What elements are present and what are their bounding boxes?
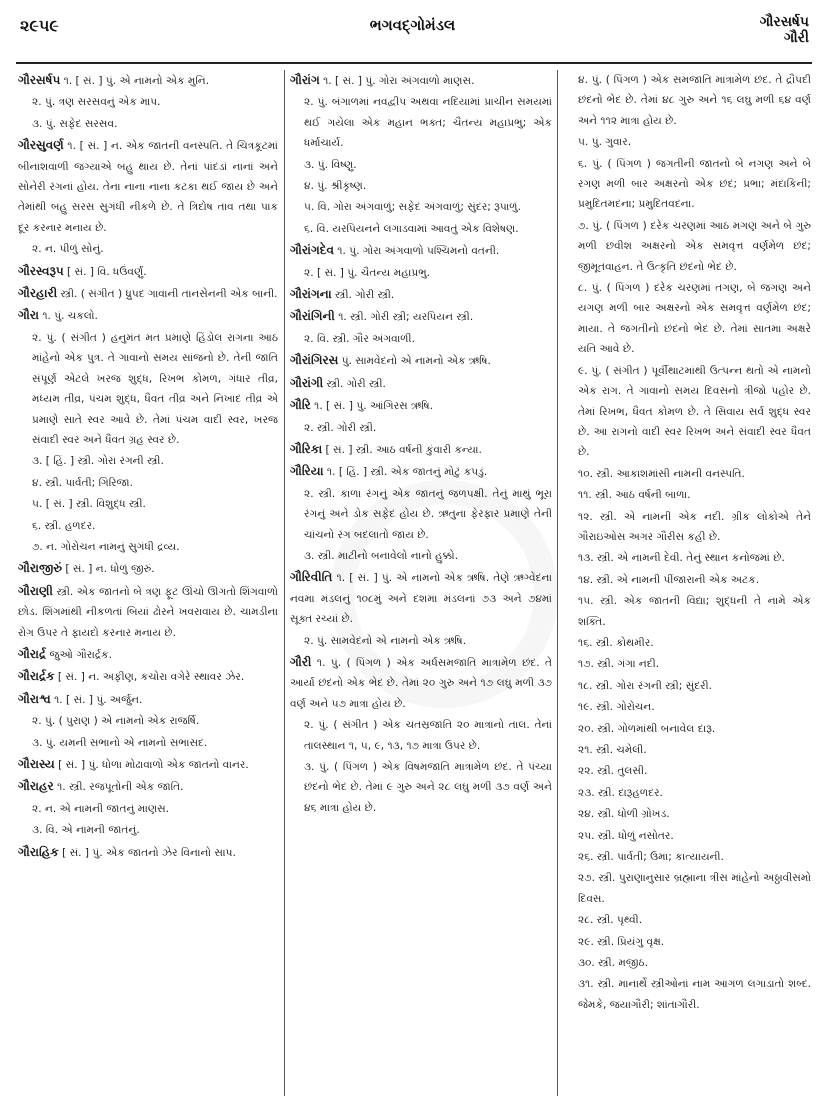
definition-text: ૨. સ્ત્રી. કાળા રંગનું એક જાતનું જળપક્ષી. તેનું માથું ભૂરા રંગનું અને ડોક સફેદ હોય છે. ઋતુના ફેરફાર પ્રમાણે તેની ચાંચનો રંગ બદલાતો જાય છે. [304,487,552,541]
dictionary-entry [18,776,278,797]
entry-sense [564,932,811,952]
definition-text: ૧૦. સ્ત્રી. આકાશમાંસી નામની વનસ્પતિ. [578,467,745,480]
dictionary-entry [18,283,278,304]
entry-sense [564,910,811,930]
entry-sense [564,485,811,505]
definition-text: સ્ત્રી. ગોરી સ્ત્રી. [323,377,386,390]
dictionary-entry [18,644,278,665]
headword: ગૌરાર્દ્રક [18,669,55,684]
definition-text: ૨. [ સં. ] પું. ચૈતન્ય મહાપ્રભુ. [304,266,431,279]
page-number: ૨૯૫૯ [20,16,59,35]
definition-text: ૨૦. સ્ત્રી. ગોળમાંથી બનાવેલ દારૂ. [578,722,716,735]
definition-text: ૨૪. સ્ત્રી. ધોળી ગ્રોખડ. [578,808,670,821]
column-divider [557,70,558,1096]
header-rule [16,62,812,64]
entry-sense [564,974,811,1015]
definition-text: ૫. વિ. ગોરા અંગવાળું; સફેદ અંગવાળું; સુંદર; રૂપાળું. [304,201,521,214]
definition-text: [ સં. ] વિ. ધઉંવર્ણું. [63,265,147,278]
definition-text: ૬. સ્ત્રી. હળદર. [32,519,96,532]
definition-text: ૧. પું. ચકલો. [39,310,98,323]
dictionary-entry [18,135,278,238]
definition-text: ૧. પું. ગોરા અંગવાળો પશ્ચિમનો વતની. [333,245,500,258]
dictionary-entry [18,754,278,775]
entry-sense [290,418,552,438]
definition-text: ૫. પું. ગુવાર. [578,136,632,149]
dictionary-entry [18,689,278,710]
definition-text: [ સં. ] ન. અફીણ, કચોરા વગેરે સ્થાવર ઝેર. [54,671,245,684]
definition-text: ૨. પું. ( સંગીત ) હનુમંત મત પ્રમાણે હિંડોલ રાગના આઠ માંહેનો એક પુત્ર. તે ગાવાનો સમય સાંજનો છે. તેની જાતિ સંપૂર્ણ એટલે ખરજ શુદ્ધ, રિખભ કોમળ, ગંધાર તીવ્ર, મધ્યમ તીવ્ર, પંચમ શુદ્ધ, ધૈવત તીવ્ર અને નિખાદ તીવ્ર એ પ્રમાણે સાતે સ્વર આવે છે. તેમાં પંચમ વાદી સ્વર, ખરજ સંવાદી સ્વર અને ધૈવત ગ્રહ સ્વર છે. [32,331,278,446]
definition-text: ૨૧. સ્ત્રી. ચમેલી. [578,744,647,756]
dictionary-entry [18,842,278,863]
column-3 [564,70,811,1016]
definition-text: ૧. સ્ત્રી. ગોરી સ્ત્રી; યરપિયન સ્ત્રી. [334,311,474,324]
definition-text: ૬. વિ. યરપિયનને લગાડવામાં આવતું એક વિશેષણ. [304,222,519,235]
headword: ગૌરાસ્ય [18,757,55,771]
entry-sense [18,114,278,134]
definition-text: ૧. [ હિં. ] સ્ત્રી. એક જાતનું મોટું કપડું. [323,466,488,479]
definition-text: જુઓ ગૌરાર્દ્રક. [46,648,112,661]
definition-text: ૨૨. સ્ત્રી. તુલસી. [578,765,648,778]
entry-sense [18,494,278,514]
definition-text: સ્ત્રી. ( સંગીત ) ધ્રુપદ ગાવાની તાનસેનની એક બાની. [57,288,278,301]
entry-sense [564,591,811,632]
dictionary-entry [290,567,552,629]
guide-word-first: ગૌરસર્ષપ [759,14,809,30]
entry-sense [564,804,811,824]
definition-text: ૩. સ્ત્રી. માટીનો બનાવેલો નાનો હુક્કો. [304,549,459,562]
definition-text: [ સં. ] પું. ધોળા મોઢાવાળો એક જાતનો વાનર. [54,759,249,771]
definition-text: ૬. પું. ( પિંગળ ) જગતીની જાતનો બે નગણ અને બે રગણ મળી બાર અક્ષરનો એક છંદ; પ્રભા; મંદાકિની; પ્રમુદિતમદના; પ્રમુદિતવદના. [578,157,811,211]
headword: ગૌરહારી [18,286,58,301]
entry-sense [18,733,278,753]
definition-text: ૧. [ સં. ] પું. એ નામનો એક ઋષિ. તેણે ઋગ્વેદના નવમા મંડલનું ૧૦૮મું અને દશમા મંડલનાં ૭૩ અને ૭૪માં સૂક્ત રચ્યાં છે. [290,572,552,626]
headword: ગૌરાશ્વ [18,691,51,706]
entry-sense [564,826,811,846]
definition-text: ૧૭. સ્ત્રી. ગંગા નદી. [578,658,660,671]
column-2 [290,70,552,819]
definition-text: ૧. [ સં. ] ન. એક જાતની વનસ્પતિ. તે ચિત્રકૂટમાં બીનાશવાળી જગ્યાએ બહુ થાય છે. તેનાં પાંદડાં નાનાં અને સોનેરી રંગનાં હોય. તેના નાના નાના કટકા થઈ જાય છે અને તેમાંથી બહુ સરસ સુગંધી નીકળે છે. તે ત્રિદોષ તાવ તથા પાક દૂર કરનાર મનાય છે. [18,140,278,234]
entry-sense [290,92,552,153]
headword: ગૌરાંગદેવ [290,243,334,258]
entry-sense [564,633,811,653]
definition-text: ૧૫. સ્ત્રી. એક જાતની વિદ્યા; શુદ્ધની તે નામે એક શક્તિ. [578,595,811,628]
definition-text: ૧૩. સ્ત્રી. એ નામની દેવી. તેનું સ્થાન કનોજમાં છે. [578,552,785,565]
definition-text: ૭. પું. ( પિંગળ ) દરેક ચરણમાં આઠ મગણ અને બે ગુરુ મળી છવીશ અક્ષરનો એક સમવૃત્ત વર્ણમેળ છંદ; જીમૂતવાહન. તે ઉત્કૃતિ છંદનો ભેદ છે. [578,219,811,273]
guide-words [760,14,809,46]
headword: ગૌરા [18,308,39,323]
entry-sense [564,868,811,909]
entry-sense [18,820,278,840]
dictionary-entry [290,652,552,714]
entry-sense [18,473,278,493]
headword: ગૌરાજીરું [18,561,63,576]
entry-sense [290,715,552,756]
dictionary-entry [290,395,552,416]
definition-text: ૨૯. સ્ત્રી. પ્રિયંગુ વૃક્ષ. [578,935,665,948]
column-1 [18,70,278,864]
definition-text: ૨. ન. એ નામની જાતનું માણસ. [32,802,170,815]
definition-text: [ સં. ] સ્ત્રી. આઠ વર્ષની કુંવારી કન્યા. [322,443,482,456]
dictionary-entry [290,306,552,327]
definition-text: ૩. પું. ( પિંગળ ) એક વિષમજાતિ માત્રામેળ છંદ. તે પંચ્યા છંદનો ભેદ છે. તેમાં ૯ ગુરુ અને ૨૮ લઘુ મળી ૩૭ વર્ણ અને ૪૬ માત્રા હોય છે. [304,761,552,814]
definition-text: [ સં. ] પું. એક જાતનો ઝેર વિનાનો સાપ. [58,846,236,859]
headword: ગૌરાંગના [290,287,332,302]
dictionary-entry [290,350,552,371]
definition-text: ૧. સ્ત્રી. રજપૂતોની એક જાતિ. [53,781,184,794]
entry-sense [18,239,278,259]
entry-sense [290,197,552,217]
entry-sense [290,329,552,349]
definition-text: ૮. પું. ( પિંગળ ) દરેક ચરણમાં તગણ, બે જગણ અને યગણ મળી બાર અક્ષરનો એક સમવૃત્ત વર્ણમેળ છંદ; માયા. તે જગતીનો છંદનો ભેદ છે. તેમાં સાતમા અક્ષરે યતિ આવે છે. [578,282,811,356]
entry-sense [18,516,278,536]
dictionary-entry [290,461,552,482]
guide-word-last: ગૌરી [783,30,809,46]
headword: ગૌરિવીતિ [290,570,333,585]
definition-text: ૨. પું. ત્રણ સરસવનું એક માપ. [32,96,161,109]
definition-text: ૨૬. સ્ત્રી. પાર્વતી; ઉમા; કાત્યાયની. [578,851,724,864]
entry-sense [564,654,811,674]
dictionary-entry [18,666,278,687]
definition-text: ૪. પું. ( પિંગળ ) એક સમજાતિ માત્રામેળ છંદ. તે દ્રૌપદી છંદનો ભેદ છે. તેમાં ૪૮ ગુરુ અને ૧૬ લઘુ મળી ૬૪ વર્ણ અને ૧૧૨ માત્રા હોય છે. [578,74,811,127]
entry-sense [18,799,278,819]
definition-text: ૨. પું. બંગાળમાં નવદ્વીપ અથવા નદિયામાં પ્રાચીન સમયમાં થઈ ગયેલા એક મહાન ભક્ત; ચૈતન્ય મહાપ્રભુ; એક ધર્માચાર્ય. [304,96,552,150]
entry-sense [18,92,278,112]
definition-text: ૨. પું. સામવેદનો એ નામનો એક ઋષિ. [304,634,467,647]
entry-sense [564,847,811,867]
definition-text: ૧૪. સ્ત્રી. એ નામની પીંજારાની એક અટક. [578,573,760,586]
definition-text: પું. સામવેદનો એ નામનો એક ઋષિ. [338,355,491,368]
headword: ગૌરિયા [290,464,324,479]
definition-text: [ સં. ] ન. ધોળું જીરું. [62,563,155,576]
entry-sense [18,711,278,731]
definition-text: ૨૮. સ્ત્રી. પૃથ્વી. [578,914,643,927]
entry-sense [564,361,811,463]
definition-text: ૨. પું. ( સંગીત ) એક ચતસ્રજાતિ ૨૦ માત્રાનો તાલ. તેનાં તાલસ્થાન ૧, ૫, ૯, ૧૩, ૧૭ માત્રા ઉપર છે. [304,719,552,752]
column-divider [284,70,285,1096]
entry-sense [564,548,811,568]
headword: ગૌરાંગિની [290,309,335,324]
headword: ગૌરાંગિરસ [290,353,339,368]
entry-sense [290,155,552,175]
entry-sense [18,328,278,450]
entry-sense [564,697,811,717]
headword: ગૌરિકા [290,441,323,456]
entry-sense [290,484,552,545]
dictionary-entry [290,284,552,305]
definition-text: ૩. પું. વિષ્ણુ. [304,158,357,171]
definition-text: ૧૨. સ્ત્રી. એ નામની એક નદી. ગ્રીક લોકોએ તેને ગૌરાઇઓસ અગર ગૌરીસ કહી છે. [578,510,811,543]
headword: ગૌરાંગી [290,375,324,390]
definition-text: ૨. ન. પીળું સોનું. [32,243,104,256]
headword: ગૌરસુવર્ણ [18,138,64,153]
definition-text: ૩. પું. યમની સભાનો એ નામનો સભાસદ. [32,736,208,749]
entry-sense [564,507,811,548]
definition-text: ૩. વિ. એ નામની જાતનું. [32,824,140,837]
definition-text: ૧. [ સં. ] પું. એ નામનો એક મુનિ. [60,75,210,87]
definition-text: ૧. [ સં. ] પું. આંગિરસ ઋષિ. [310,400,433,413]
definition-text: ૧૬. સ્ત્રી. કોથમીર. [578,636,654,649]
headword: ગૌરી [290,654,312,669]
entry-sense [564,676,811,696]
definition-text: ૪. સ્ત્રી. પાર્વતી; ગિરિજા. [32,476,134,489]
dictionary-entry [18,581,278,643]
headword: ગૌરસ્વરૂપ [18,263,64,278]
headword: ગૌરાણી [18,583,53,598]
definition-text: ૩. પું. સફેદ સરસવ. [32,117,118,130]
dictionary-entry [290,373,552,394]
definition-text: ૫. [ સં. ] સ્ત્રી. વિશુદ્ધ સ્ત્રી. [32,498,146,511]
definition-text: ૩૧. સ્ત્રી. માનાર્થે સ્ત્રીઓનાં નામ આગળ લગાડાતો શબ્દ. જેમકે, જયાગૌરી; શાંતાગૌરી. [578,978,811,1011]
entry-sense [290,176,552,196]
entry-sense [564,132,811,152]
entry-sense [290,219,552,239]
definition-text: સ્ત્રી. એક જાતનો બે ત્રણ ફૂટ ઊંચો ઊગતો શિંગવાળો છોડ. શિંગમાંથી નીકળતાં બિયાં ઢોરને ખવરાવાય છે. ચામડીના રોગ ઉપર તે ફાયદો કરનાર મનાય છે. [18,585,278,639]
entry-sense [564,783,811,803]
definition-text: ૨. સ્ત્રી. ગોરી સ્ત્રી. [304,421,377,434]
entry-sense [564,278,811,360]
definition-text: ૪. પું. શ્રીકૃષ્ણ. [304,180,367,193]
entry-sense [290,757,552,818]
book-title: ભગવદ્ગોમંડલ [369,16,456,34]
definition-text: ૧૮. સ્ત્રી. ગોરા રંગની સ્ત્રી; સુંદરી. [578,679,713,692]
definition-text: ૨૭. સ્ત્રી. પુરાણાનુસાર બ્રહ્માના ત્રીસ માંહેનો અઠ્ઠાવીસમો દિવસ. [578,872,811,905]
definition-text: સ્ત્રી. ગોરી સ્ત્રી. [331,289,395,302]
definition-text: ૭. ન. ગોરોચન નામનું સુગંધી દ્રવ્ય. [32,540,180,553]
headword: ગૌરાહિક [18,844,59,859]
entry-sense [564,570,811,590]
entry-sense [564,216,811,277]
dictionary-entry [290,240,552,261]
definition-text: ૯. પું. ( સંગીત ) પૂર્વીથાટમાંથી ઉત્પન્ન થતો એ નામનો એક રાગ. તે ગાવાનો સમય દિવસનો ત્રીજો પહોર છે. તેમાં રિખભ, ધૈવત કોમળ છે. તે સિવાય સર્વ શુદ્ધ સ્વર છે. આ રાગનો વાદી સ્વર રિખભ અને સંવાદી સ્વર ધૈવત છે. [578,364,811,459]
definition-text: ૨૩. સ્ત્રી. દારૂહળદર. [578,786,663,799]
entry-sense [290,263,552,283]
entry-sense [564,719,811,739]
definition-text: ૩. [ હિં. ] સ્ત્રી. ગોરા રંગની સ્ત્રી. [32,455,164,468]
dictionary-entry [18,558,278,579]
entry-sense [18,537,278,557]
entry-sense [564,740,811,760]
definition-text: ૨૫. સ્ત્રી. ધોળું નસોતર. [578,829,674,842]
entry-sense [564,154,811,215]
entry-sense [564,761,811,781]
headword: ગૌરસર્ષપ [18,73,61,87]
entry-sense [564,70,811,131]
entry-sense [290,631,552,651]
definition-text: ૧. [ સં. ] પું. ગોરા અંગવાળો માણસ. [319,75,475,87]
headword: ગૌરિ [290,398,311,413]
dictionary-entry [290,439,552,460]
entry-sense [564,464,811,484]
headword: ગૌરાંગ [290,73,320,87]
dictionary-entry [18,70,278,91]
definition-text: ૧૧. સ્ત્રી. આઠ વર્ષની બાળા. [578,489,691,502]
definition-text: ૨. પું. ( પુરાણ ) એ નામનો એક રાજર્ષિ. [32,715,200,728]
dictionary-entry [18,305,278,326]
headword: ગૌરાહર [18,779,54,794]
definition-text: ૧૯. સ્ત્રી. ગોરોચન. [578,701,655,714]
entry-sense [290,546,552,566]
definition-text: ૩૦. સ્ત્રી. મજીઠ. [578,957,648,970]
definition-text: ૨. વિ. સ્ત્રી. ગૌર અંગવાળી. [304,332,415,345]
definition-text: ૧. [ સં. ] પું. અર્જુન. [50,693,143,706]
headword: ગૌરાર્દ્ર [18,646,47,661]
entry-sense [564,953,811,973]
entry-sense [18,451,278,471]
dictionary-entry [18,261,278,282]
definition-text: ૧. પું. ( પિંગળ ) એક અર્ધસમજાતિ માત્રામેળ છંદ. તે આર્યા છંદનો એક ભેદ છે. તેમાં ૨૦ ગુરુ અને ૧૭ લઘુ મળી ૩૭ વર્ણ અને ૫૭ માત્રા હોય છે. [290,656,552,710]
dictionary-entry [290,70,552,91]
